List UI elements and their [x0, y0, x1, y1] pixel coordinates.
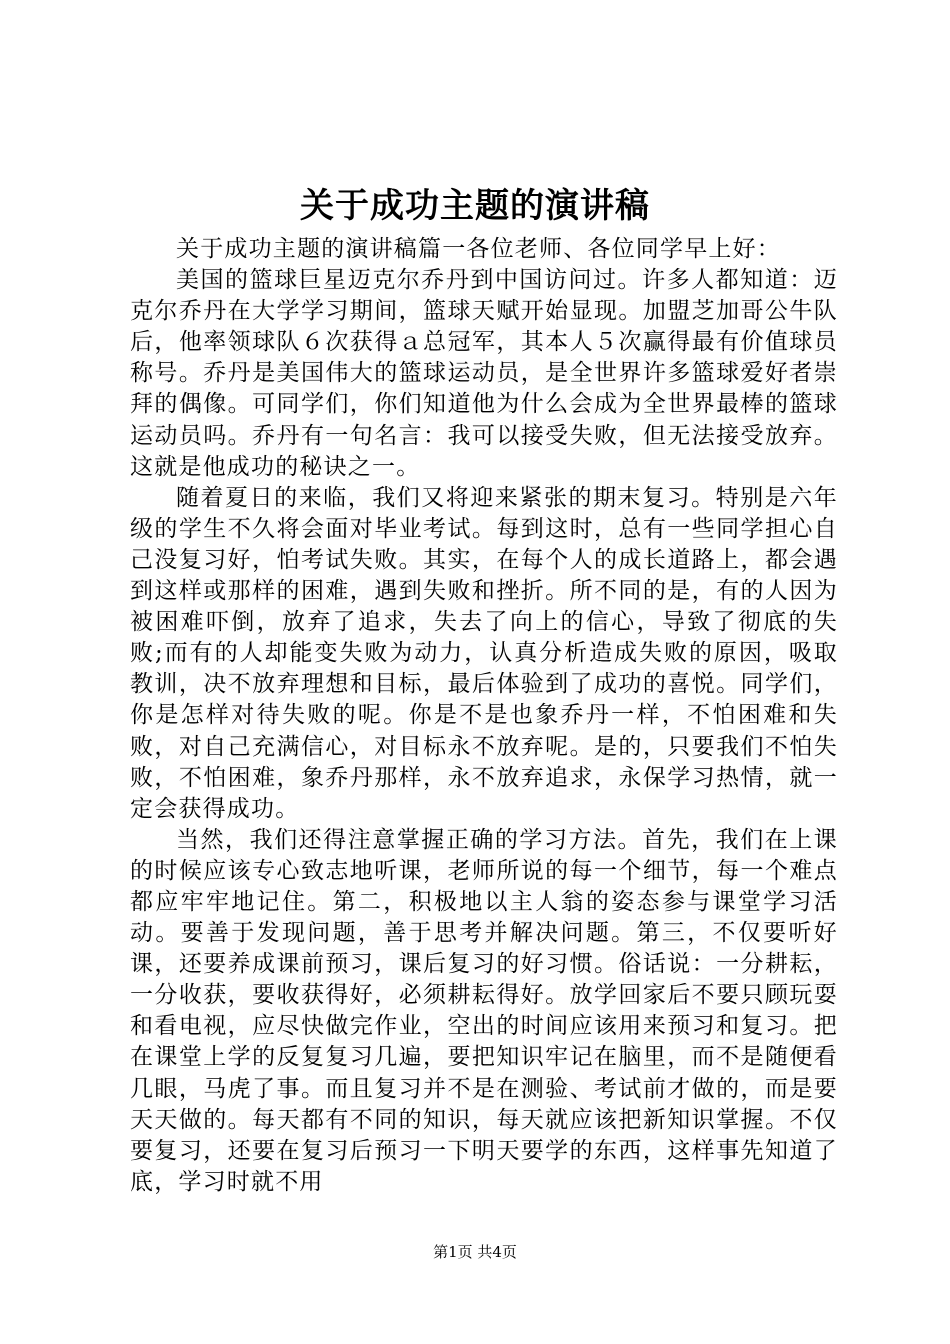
document-title: 关于成功主题的演讲稿 [300, 186, 650, 226]
paragraph-study-methods: 当然，我们还得注意掌握正确的学习方法。首先，我们在上课的时候应该专心致志地听课，老师所说的每一个细节，每一个难点都应牢牢地记住。第二，积极地以主人翁的姿态参与课堂学习活动。要善于发现问题，善于思考并解决问题。第三，不仅要听好课，还要养成课前预习，课后复习的好习惯。俗话说：一分耕耘，一分收获，要收获得好，必须耕耘得好。放学回家后不要只顾玩耍和看电视，应尽快做完作业，空出的时间应该用来预习和复习。把在课堂上学的反复复习几遍，要把知识牢记在脑里，而不是随便看几眼，马虎了事。而且复习并不是在测验、考试前才做的，而是要天天做的。每天都有不同的知识，每天就应该把新知识掌握。不仅要复习，还要在复习后预习一下明天要学的东西，这样事先知道了底，学习时就不用 [130, 826, 838, 1195]
paragraph-exam-review: 随着夏日的来临，我们又将迎来紧张的期末复习。特别是六年级的学生不久将会面对毕业考试。每到这时，总有一些同学担心自己没复习好，怕考试失败。其实，在每个人的成长道路上，都会遇到这样或那样的困难，遇到失败和挫折。所不同的是，有的人因为被困难吓倒，放弃了追求，失去了向上的信心，导致了彻底的失败;而有的人却能变失败为动力，认真分析造成失败的原因，吸取教训，决不放弃理想和目标，最后体验到了成功的喜悦。同学们，你是怎样对待失败的呢。你是不是也象乔丹一样，不怕困难和失败，对自己充满信心，对目标永不放弃呢。是的，只要我们不怕失败，不怕困难，象乔丹那样，永不放弃追求，永保学习热情，就一定会获得成功。 [130, 484, 838, 822]
document-body [130, 234, 838, 1198]
paragraph-greeting: 关于成功主题的演讲稿篇一各位老师、各位同学早上好： [176, 236, 781, 262]
paragraph-jordan: 美国的篮球巨星迈克尔乔丹到中国访问过。许多人都知道：迈克尔乔丹在大学学习期间，篮球天赋开始显现。加盟芝加哥公牛队后，他率领球队６次获得ａ总冠军，其本人５次赢得最有价值球员称号。乔丹是美国伟大的篮球运动员，是全世界许多篮球爱好者崇拜的偶像。可同学们，你们知道他为什么会成为全世界最棒的篮球运动员吗。乔丹有一句名言：我可以接受失败，但无法接受放弃。这就是他成功的秘诀之一。 [130, 267, 838, 480]
page-footer: 第1页 共4页 [433, 1243, 517, 1261]
